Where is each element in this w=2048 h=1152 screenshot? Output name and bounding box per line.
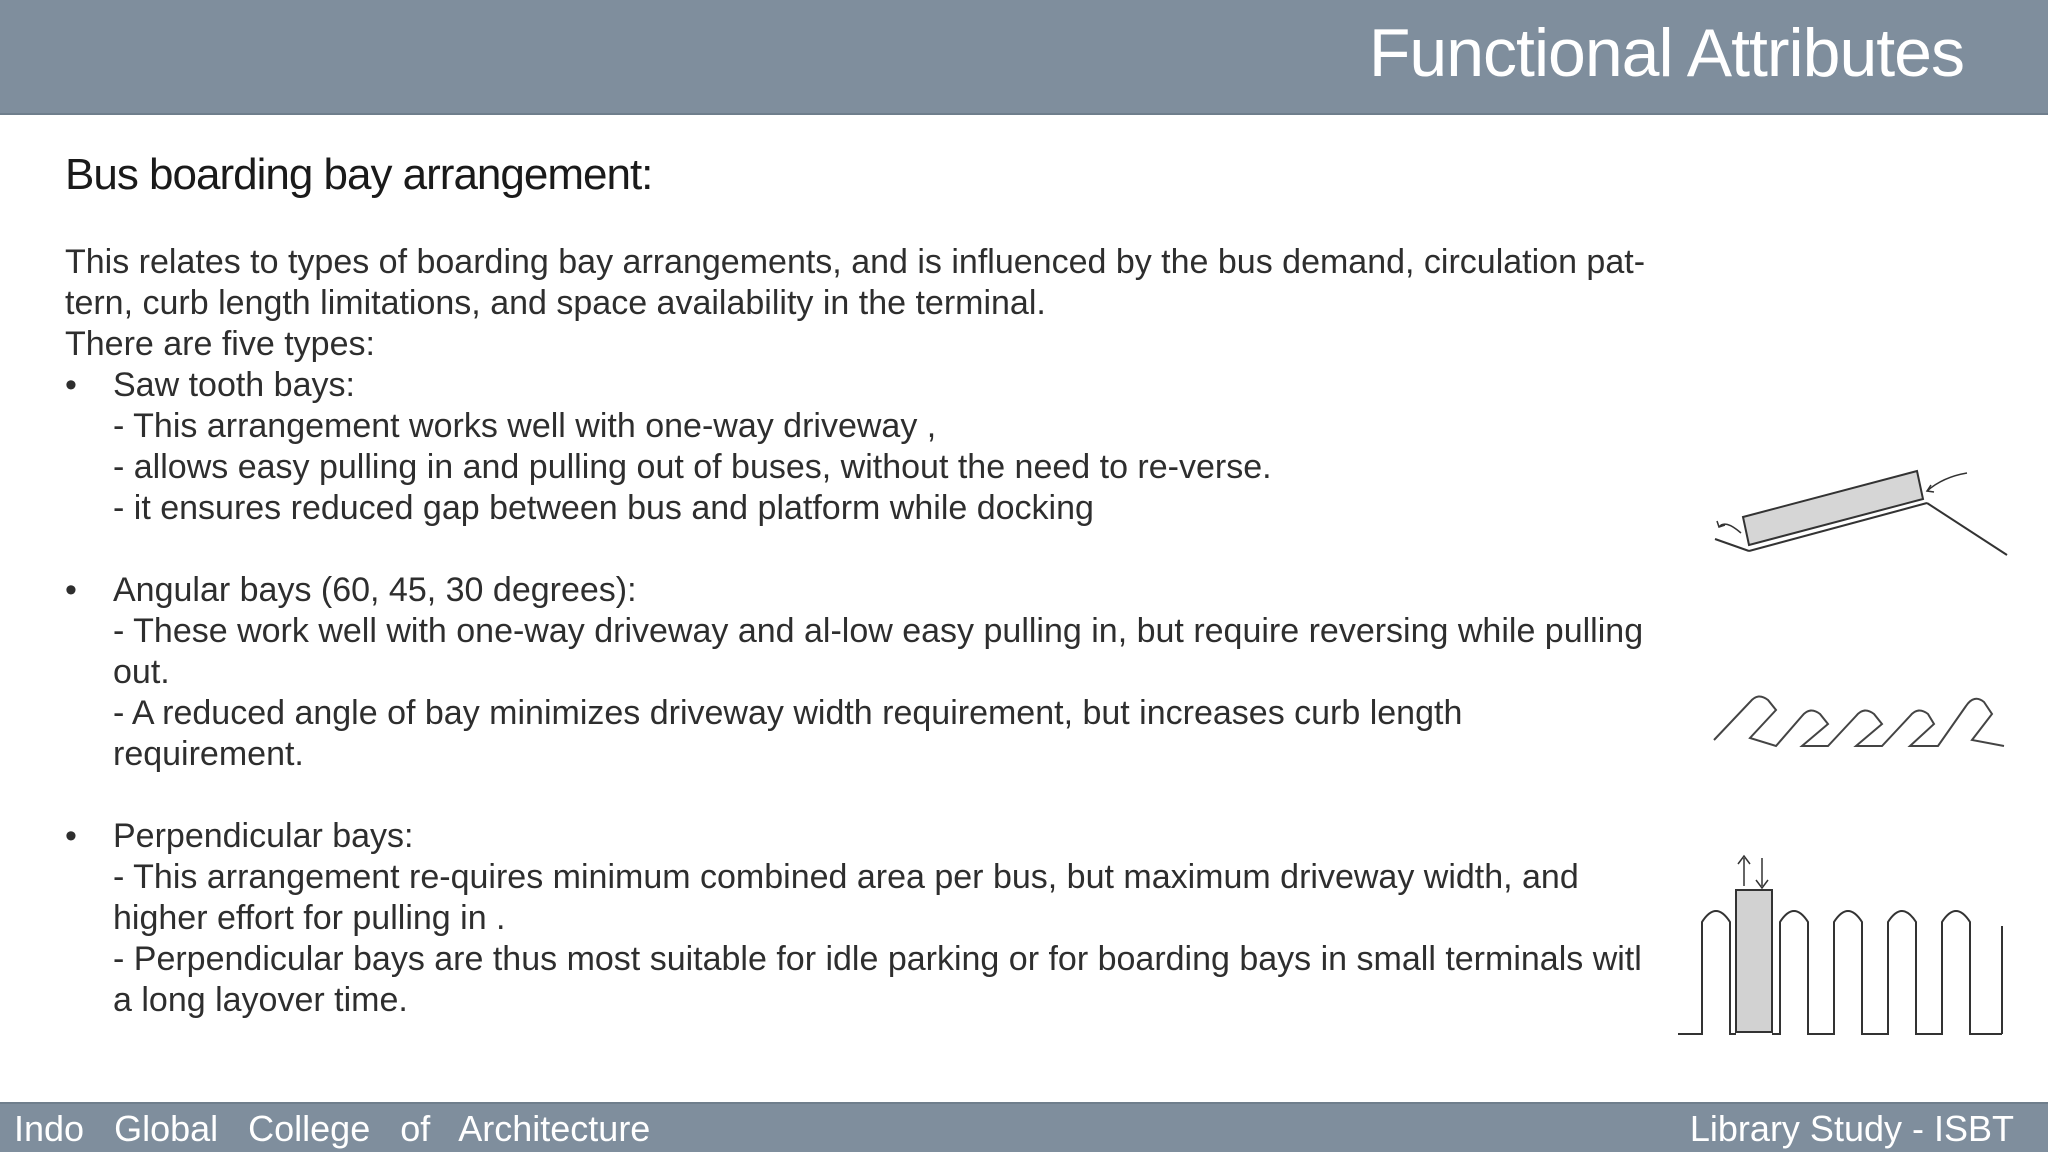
bullet-point: - allows easy pulling in and pulling out of buses, without the need to re-verse. [113,448,1272,486]
intro-line: There are five types: [65,325,375,363]
perpendicular-bay-diagram [1676,850,2016,1040]
bullet-point: - A reduced angle of bay minimizes driveway width requirement, but increases curb length [113,694,1463,732]
intro-line: This relates to types of boarding bay arrangements, and is influenced by the bus demand, circulation pat- [65,243,1646,281]
bullet-point: requirement. [113,735,304,773]
bullet-icon: • [65,366,77,404]
intro-line: tern, curb length limitations, and space availability in the terminal. [65,284,1046,322]
footer-bar [0,1102,2048,1152]
bullet-point: - it ensures reduced gap between bus and platform while docking [113,489,1094,527]
section-heading: Bus boarding bay arrangement: [65,150,653,199]
bullet-point: out. [113,653,170,691]
bullet-point: - This arrangement re-quires minimum combined area per bus, but maximum driveway width, and [113,858,1579,896]
bullet-title: Angular bays (60, 45, 30 degrees): [113,571,637,609]
page-title: Functional Attributes [1368,15,1964,91]
bullet-point: a long layover time. [113,981,408,1019]
bullet-icon: • [65,571,77,609]
bullet-item-saw-tooth [65,365,1690,529]
bullet-title: Perpendicular bays: [113,817,414,855]
body-text [65,242,1690,1021]
footer-project-label: Library Study - ISBT [1689,1108,2014,1149]
bullet-icon: • [65,817,77,855]
saw-tooth-bay-diagram [1705,455,2015,565]
bullet-item-angular [65,570,1690,775]
bullet-item-perpendicular [65,816,1690,1021]
footer-college-name: Indo Global College of Architecture [14,1108,651,1149]
bullet-point: - These work well with one-way driveway and al-low easy pulling in, but require reversing while pulling [113,612,1644,650]
bullet-point: higher effort for pulling in . [113,899,506,937]
bullet-title: Saw tooth bays: [113,366,355,404]
header-bar [0,0,2048,115]
bullet-point: - Perpendicular bays are thus most suitable for idle parking or for boarding bays in small terminals witl [113,940,1642,978]
angular-bay-diagram [1710,680,2010,750]
bullet-point: - This arrangement works well with one-way driveway , [113,407,937,445]
